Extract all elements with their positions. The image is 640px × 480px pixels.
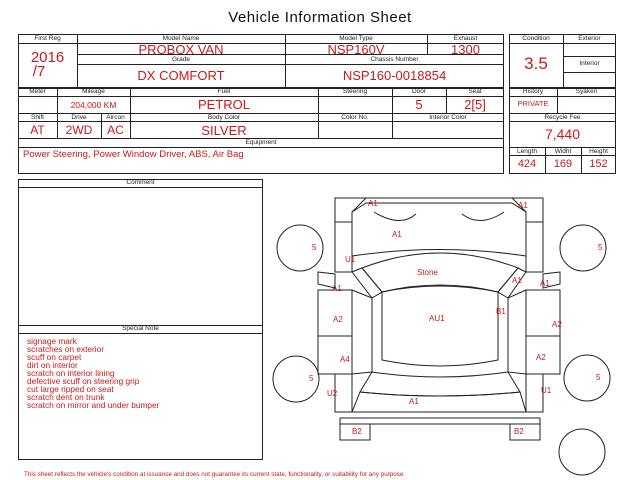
special-note-item: scratch dent on trunk [27, 392, 105, 402]
rear-right-wheel-circle [564, 355, 610, 401]
damage-front-left-wheel: 5 [312, 243, 317, 252]
grade-label: Grade [171, 56, 191, 63]
damage-rear-bumper-left: B2 [352, 427, 362, 436]
length-label: Length [517, 148, 537, 155]
hood-crease [374, 212, 416, 221]
drive-value: 2WD [65, 123, 93, 137]
height-value: 152 [589, 158, 608, 170]
damage-right-front-door: A1 [540, 279, 550, 288]
interior-color-label: Interior Color [429, 114, 467, 121]
spare-wheel-circle [559, 429, 605, 475]
body-color-label: Body Color [207, 114, 241, 121]
condition-label: Condition [522, 35, 550, 42]
damage-left-rear-quarter: A4 [340, 355, 350, 364]
condition-grade: 3.5 [524, 54, 548, 73]
shift-label: Shift [30, 114, 44, 121]
door-value: 5 [415, 97, 423, 112]
chassis-number-label: Chassis Number [370, 56, 419, 63]
special-note-label: Special Note [122, 325, 159, 332]
damage-right-rear-door: A2 [552, 320, 562, 329]
model-name-value: PROBOX VAN [138, 42, 224, 57]
comment-label: Comment [126, 179, 155, 186]
width-value: 169 [553, 158, 573, 170]
length-value: 424 [517, 158, 537, 170]
rear-glass [360, 372, 520, 396]
right-side-glass [508, 290, 526, 374]
car-damage-diagram [268, 186, 620, 476]
seat-value: 2[5] [464, 97, 486, 112]
seat-label: Seat [468, 88, 482, 95]
front-bumper [366, 198, 512, 203]
aircon-label: Aircon [106, 114, 125, 121]
mileage-value: 204,000 KM [70, 100, 117, 110]
first-reg-month: /7 [32, 63, 46, 80]
hood-panel [352, 203, 526, 256]
model-type-label: Model Type [339, 35, 373, 42]
fuel-label: Fuel [217, 88, 231, 95]
interior-label: Interior [579, 60, 600, 67]
body-color-value: SILVER [201, 123, 247, 138]
grade-value: DX COMFORT [137, 68, 225, 83]
front-left-fender [335, 222, 352, 272]
special-note-item: scratch on interior lining [27, 368, 115, 378]
equipment-value: Power Steering, Power Window Driver, ABS, Air Bag [23, 149, 244, 160]
left-front-door [318, 290, 352, 336]
left-rear-quarter [335, 374, 352, 412]
special-note-item: signage mark [27, 336, 77, 346]
damage-tailgate: A1 [409, 397, 419, 406]
chassis-number-value: NSP160-0018854 [342, 68, 447, 83]
meter-label: Meter [29, 88, 46, 95]
height-label: Height [589, 148, 608, 155]
history-value: PRIVATE [517, 99, 549, 108]
first-reg-label: First Reg [34, 35, 61, 42]
first-reg-year: 2016 [30, 49, 65, 66]
special-note-item: scratch on mirror and under bumper [27, 400, 160, 410]
damage-rear-right-lower: U1 [541, 386, 552, 395]
damage-left-front-door: A1 [332, 284, 342, 293]
damage-rear-bumper-right: B2 [514, 427, 524, 436]
special-note-item: defective scuff on steering grip [27, 376, 140, 386]
damage-right-rear-quarter: A2 [536, 353, 546, 362]
left-a-pillar [352, 268, 382, 298]
damage-front-right-fender-upper: A1 [512, 276, 522, 285]
special-note-item: dirt on interior [27, 360, 78, 370]
damage-rear-left-lower: U2 [327, 389, 338, 398]
recycle-fee-value: 7,440 [544, 126, 581, 142]
recycle-fee-label: Recycle Fee [544, 114, 581, 121]
mileage-label: Mileage [82, 88, 105, 95]
rear-bumper [340, 418, 540, 424]
damage-front-right-wheel: 5 [598, 243, 603, 252]
damage-front-left-fender: U1 [345, 255, 356, 264]
syaken-label: Syaken [575, 88, 598, 95]
damage-hood: A1 [392, 230, 402, 239]
damage-front-left-corner: A1 [368, 199, 378, 208]
hood-crease-right [462, 212, 504, 221]
color-no-label: Color No. [341, 114, 369, 121]
damage-left-rear-door: A2 [333, 315, 343, 324]
tailgate-panel [352, 392, 526, 412]
shift-value: AT [30, 123, 45, 137]
special-note-item: scratches on exterior [27, 344, 105, 354]
steering-label: Steering [342, 88, 368, 95]
roof-panel [382, 286, 498, 366]
model-name-label: Model Name [162, 35, 200, 42]
damage-rear-left-wheel: 5 [309, 374, 314, 383]
damage-rear-right-wheel: 5 [596, 373, 601, 382]
history-label: History [522, 88, 544, 95]
exhaust-label: Exhaust [453, 35, 478, 42]
width-label: Widht [554, 148, 572, 155]
exhaust-value: 1300 [451, 42, 480, 57]
front-right-fender [526, 222, 543, 272]
drive-label: Drive [71, 114, 87, 121]
model-type-value: NSP160V [327, 42, 385, 57]
damage-windshield: Stone [417, 268, 438, 277]
equipment-label: Equipment [245, 139, 277, 146]
special-note-item: cut large ripped on seat [27, 384, 114, 394]
damage-front-right-corner: A1 [518, 201, 528, 210]
door-label: Door [411, 88, 427, 95]
sheet-title: Vehicle Information Sheet [228, 9, 412, 26]
right-front-door [526, 290, 560, 336]
damage-right-pillar: B1 [496, 307, 506, 316]
aircon-value: AC [107, 123, 124, 137]
fuel-value: PETROL [197, 97, 250, 112]
special-note-item: scuff on carpet [27, 352, 82, 362]
special-notes-list [27, 337, 159, 409]
exterior-label: Exterior [578, 35, 601, 42]
damage-roof: AU1 [429, 314, 445, 323]
footer-disclaimer: This sheet reflects the vehicle's condition at issuance and does not guarantee its current state, functionality, or suitability for any purpose [24, 471, 404, 478]
left-side-glass [352, 290, 372, 374]
front-left-corner-panel [335, 198, 366, 222]
